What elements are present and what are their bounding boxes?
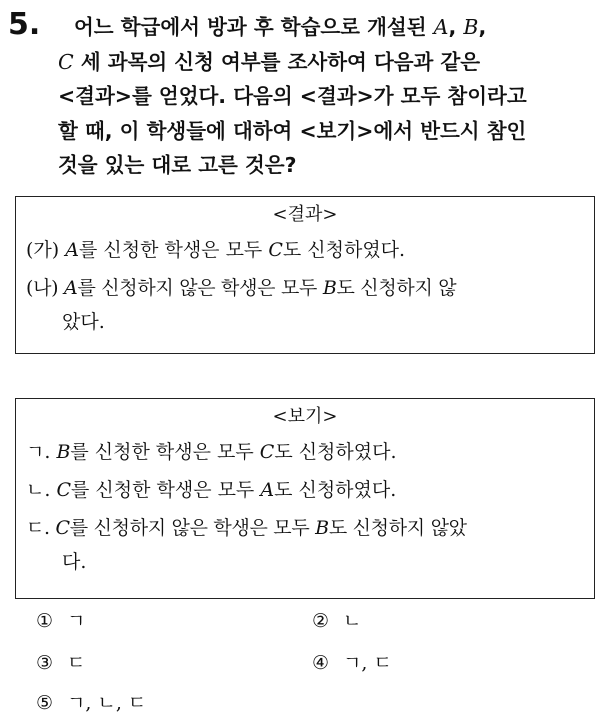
stem-line — [46, 148, 586, 183]
text-segment: , — [448, 15, 464, 39]
choice-3-mark: ③ — [36, 652, 54, 674]
variable-c: C — [58, 49, 74, 74]
question-stem — [46, 10, 586, 183]
text-segment: 를 신청하지 않은 학생은 모두 — [77, 277, 323, 299]
choice-5-mark: ⑤ — [36, 692, 54, 714]
text-segment: 를 신청한 학생은 모두 — [70, 441, 260, 463]
bogi-statement-nieun — [16, 471, 594, 509]
variable-a: A — [64, 277, 78, 299]
text-segment: 도 신청하였다. — [282, 239, 406, 261]
text-segment: 세 과목의 신청 여부를 조사하여 다음과 같은 — [73, 49, 481, 74]
variable-a: A — [260, 479, 275, 501]
text-segment: 도 신청하지 않 — [336, 277, 457, 299]
choice-4-text: ㄱ, ㄷ — [343, 652, 392, 674]
text-segment: , — [478, 15, 487, 39]
question-number: 5. — [8, 7, 41, 42]
text-segment: 어느 학급에서 방과 후 학습으로 개설된 — [74, 15, 434, 39]
text-segment: <결과>를 얻었다. 다음의 <결과>가 모두 참이라고 — [58, 84, 527, 108]
bogi-statement-digeut-continued — [16, 547, 594, 579]
bogi-box — [15, 398, 595, 599]
bogi-statement-digeut — [16, 509, 594, 547]
result-statement-na-continued — [16, 307, 594, 339]
text-segment: (가) — [26, 239, 66, 261]
choice-4-mark: ④ — [312, 652, 330, 674]
bogi-box-title: <보기> — [272, 406, 338, 427]
choice-1[interactable] — [36, 608, 85, 634]
choice-2[interactable] — [312, 608, 361, 634]
variable-b: B — [315, 517, 329, 539]
text-segment: (나) — [26, 277, 65, 299]
text-segment: 를 신청한 학생은 모두 — [70, 479, 261, 501]
stem-line — [46, 45, 586, 80]
text-segment: 다. — [62, 551, 87, 573]
result-box — [15, 196, 595, 354]
text-segment: 를 신청하지 않은 학생은 모두 — [69, 517, 316, 539]
text-segment: 았다. — [62, 311, 105, 333]
text-segment: ㄴ. — [26, 479, 57, 501]
result-statement-na — [16, 269, 594, 307]
text-segment: 할 때, 이 학생들에 대하여 <보기>에서 반드시 참인 — [58, 118, 527, 143]
stem-line — [46, 10, 586, 45]
text-segment: 것을 있는 대로 고른 것은? — [58, 153, 297, 177]
variable-a: A — [65, 239, 79, 261]
choice-4[interactable] — [312, 650, 392, 676]
choice-5[interactable] — [36, 690, 146, 716]
text-segment: 도 신청하였다. — [274, 479, 397, 501]
choice-1-mark: ① — [36, 610, 54, 632]
text-segment: 도 신청하였다. — [274, 441, 397, 463]
choice-3[interactable] — [36, 650, 85, 676]
text-segment: 를 신청한 학생은 모두 — [78, 239, 269, 261]
text-segment: 도 신청하지 않았 — [328, 517, 467, 539]
variable-c: C — [56, 479, 71, 501]
variable-c: C — [268, 239, 283, 261]
choice-2-mark: ② — [312, 610, 330, 632]
text-segment: ㄱ. — [26, 441, 57, 463]
result-box-title: <결과> — [272, 204, 338, 225]
choice-3-text: ㄷ — [67, 652, 86, 674]
variable-b: B — [56, 441, 71, 463]
variable-a: A — [433, 15, 449, 39]
stem-line — [46, 79, 586, 114]
bogi-statement-giyeok — [16, 433, 594, 471]
variable-b: B — [322, 277, 337, 299]
choice-2-text: ㄴ — [343, 610, 362, 632]
variable-c: C — [259, 441, 275, 463]
stem-line — [46, 114, 586, 149]
result-statement-ga — [16, 231, 594, 269]
variable-c: C — [55, 517, 70, 539]
choice-1-text: ㄱ — [67, 610, 86, 632]
text-segment: ㄷ. — [26, 517, 56, 539]
choice-5-text: ㄱ, ㄴ, ㄷ — [67, 692, 147, 714]
variable-b: B — [463, 15, 479, 39]
